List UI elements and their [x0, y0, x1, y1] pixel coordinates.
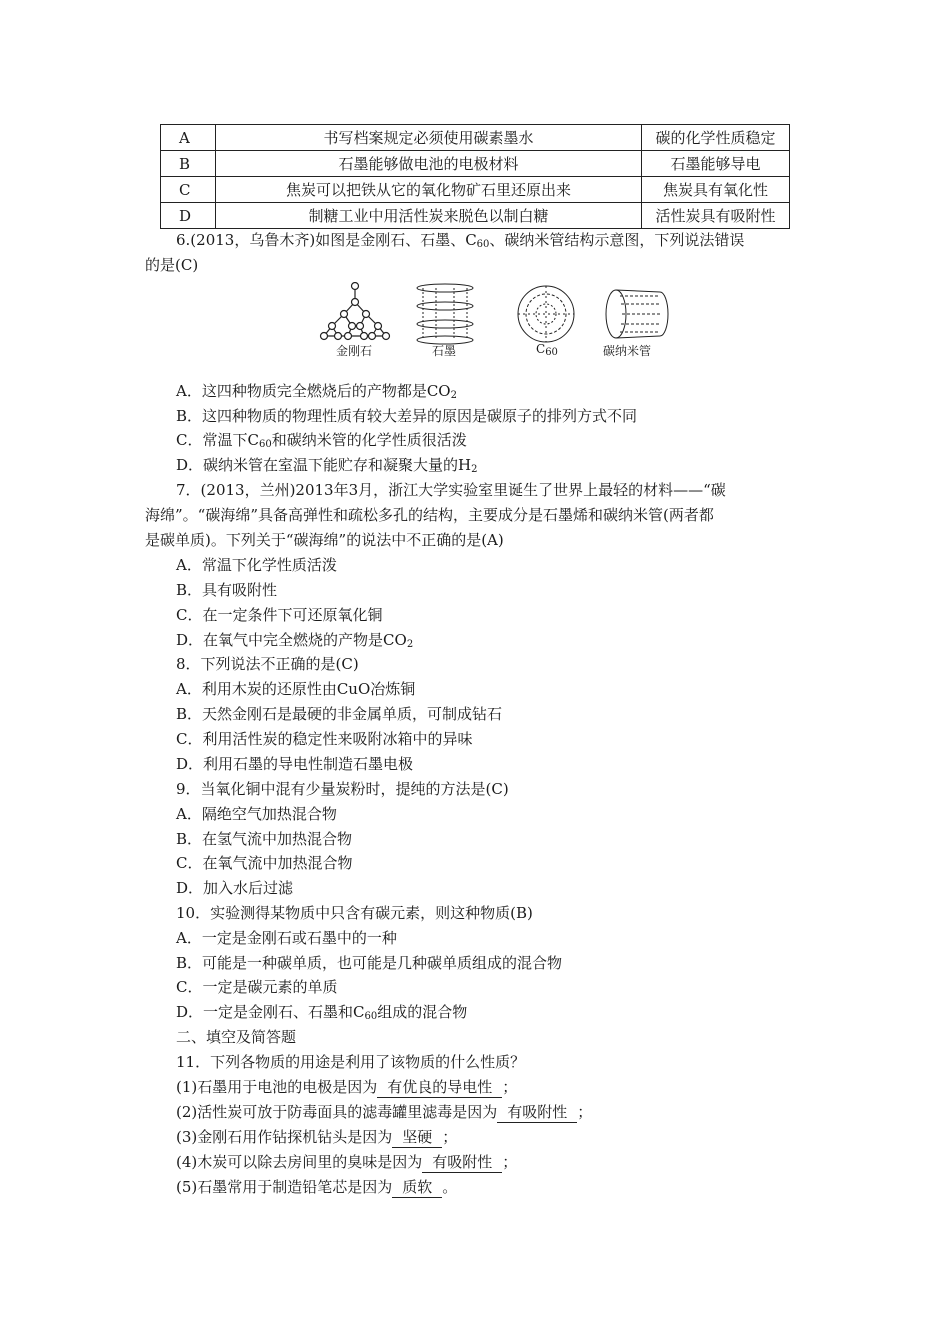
nanotube-structure-icon	[606, 290, 668, 338]
option-text: D．在氧气中完全燃烧的产物是CO	[176, 631, 407, 649]
q11-item	[176, 1075, 836, 1099]
row-key: A	[161, 125, 216, 151]
q7-option-b: B．具有吸附性	[176, 581, 278, 599]
subscript: 2	[450, 390, 457, 401]
q8-option-c: C．利用活性炭的稳定性来吸附冰箱中的异味	[176, 730, 473, 748]
row-reason: 焦炭具有氧化性	[642, 177, 790, 203]
q11-stem: 11．下列各物质的用途是利用了该物质的什么性质？	[176, 1053, 526, 1071]
caption-c60	[536, 342, 558, 358]
subscript: 60	[364, 1011, 378, 1022]
table-row	[161, 203, 790, 229]
option-tail: 组成的混合物	[377, 1003, 468, 1021]
subscript: 2	[406, 639, 414, 650]
diamond-structure-icon	[321, 283, 390, 340]
options-table	[160, 124, 790, 229]
row-use: 石墨能够做电池的电极材料	[216, 151, 642, 177]
q7-stem-line1: 7．(2013，兰州)2013年3月，浙江大学实验室里诞生了世界上最轻的材料——“碳	[176, 481, 726, 499]
q9-stem: 9．当氧化铜中混有少量炭粉时，提纯的方法是(C)	[176, 780, 509, 798]
q7-stem-line3: 是碳单质)。下列关于“碳海绵”的说法中不正确的是(A)	[145, 531, 504, 549]
q6-stem-text: 6.(2013，乌鲁木齐)如图是金刚石、石墨、C	[176, 231, 477, 249]
option-text: D．碳纳米管在室温下能贮存和凝聚大量的H	[176, 456, 472, 474]
q9-option-b: B．在氢气流中加热混合物	[176, 830, 353, 848]
table-row	[161, 151, 790, 177]
row-key: D	[161, 203, 216, 229]
q9-option-d: D．加入水后过滤	[176, 879, 294, 897]
q10-option-c: C．一定是碳元素的单质	[176, 978, 338, 996]
answer-blank: 有优良的导电性	[377, 1077, 502, 1098]
q6-stem-line2: 的是(C)	[145, 256, 199, 274]
row-reason: 活性炭具有吸附性	[642, 203, 790, 229]
item-prefix: (1)石墨用于电池的电极是因为	[176, 1078, 378, 1096]
item-suffix: ；	[502, 1153, 518, 1171]
row-key: C	[161, 177, 216, 203]
section-heading: 二、填空及简答题	[176, 1028, 297, 1046]
item-prefix: (5)石墨常用于制造铅笔芯是因为	[176, 1178, 393, 1196]
q8-option-d: D．利用石墨的导电性制造石墨电极	[176, 755, 414, 773]
caption-graphite: 石墨	[432, 344, 457, 358]
option-text: D．一定是金刚石、石墨和C	[176, 1003, 365, 1021]
item-suffix: 。	[442, 1178, 458, 1196]
option-tail: 和碳纳米管的化学性质很活泼	[271, 431, 467, 449]
q11-item	[176, 1125, 836, 1149]
c60-structure-icon	[518, 286, 574, 342]
item-prefix: (4)木炭可以除去房间里的臭味是因为	[176, 1153, 423, 1171]
caption-diamond: 金刚石	[336, 344, 373, 358]
item-prefix: (2)活性炭可放于防毒面具的滤毒罐里滤毒是因为	[176, 1103, 498, 1121]
q7-option-c: C．在一定条件下可还原氧化铜	[176, 606, 383, 624]
answer-blank: 有吸附性	[497, 1102, 577, 1123]
table-row	[161, 125, 790, 151]
q7-option-a: A．常温下化学性质活泼	[176, 556, 337, 574]
row-reason: 碳的化学性质稳定	[642, 125, 790, 151]
subscript: 60	[476, 239, 490, 250]
q6-option-b: B．这四种物质的物理性质有较大差异的原因是碳原子的排列方式不同	[176, 407, 638, 425]
q7-stem-line2: 海绵”。“碳海绵”具备高弹性和疏松多孔的结构，主要成分是石墨烯和碳纳米管(两者都	[145, 506, 714, 524]
q8-option-a: A．利用木炭的还原性由CuO冶炼铜	[176, 680, 416, 698]
option-text: C．常温下C	[176, 431, 259, 449]
q8-option-b: B．天然金刚石是最硬的非金属单质，可制成钻石	[176, 705, 503, 723]
row-use: 焦炭可以把铁从它的氧化物矿石里还原出来	[216, 177, 642, 203]
subscript: 60	[258, 439, 272, 450]
item-suffix: ；	[577, 1103, 593, 1121]
q9-option-a: A．隔绝空气加热混合物	[176, 805, 337, 823]
item-suffix: ；	[442, 1128, 458, 1146]
q11-item	[176, 1175, 836, 1199]
caption-nanotube: 碳纳米管	[603, 344, 652, 358]
table-row	[161, 177, 790, 203]
row-key: B	[161, 151, 216, 177]
answer-blank: 坚硬	[392, 1127, 442, 1148]
subscript: 2	[471, 464, 478, 475]
q10-option-a: A．一定是金刚石或石墨中的一种	[176, 929, 397, 947]
q8-stem: 8．下列说法不正确的是(C)	[176, 655, 359, 673]
graphite-structure-icon	[417, 284, 473, 344]
item-prefix: (3)金刚石用作钻探机钻头是因为	[176, 1128, 393, 1146]
q11-item	[176, 1100, 836, 1124]
answer-blank: 有吸附性	[422, 1152, 502, 1173]
q10-option-b: B．可能是一种碳单质，也可能是几种碳单质组成的混合物	[176, 954, 563, 972]
row-reason: 石墨能够导电	[642, 151, 790, 177]
q6-stem-tail: 、碳纳米管结构示意图，下列说法错误	[489, 231, 745, 249]
q9-option-c: C．在氧气流中加热混合物	[176, 854, 353, 872]
row-use: 书写档案规定必须使用碳素墨水	[216, 125, 642, 151]
item-suffix: ；	[502, 1078, 518, 1096]
q11-item	[176, 1150, 836, 1174]
option-text: A．这四种物质完全燃烧后的产物都是CO	[176, 382, 451, 400]
q10-stem: 10．实验测得某物质中只含有碳元素，则这种物质(B)	[176, 904, 533, 922]
subscript: 60	[545, 347, 558, 358]
row-use: 制糖工业中用活性炭来脱色以制白糖	[216, 203, 642, 229]
answer-blank: 质软	[392, 1177, 442, 1198]
caption-c60-text: C	[536, 342, 546, 356]
